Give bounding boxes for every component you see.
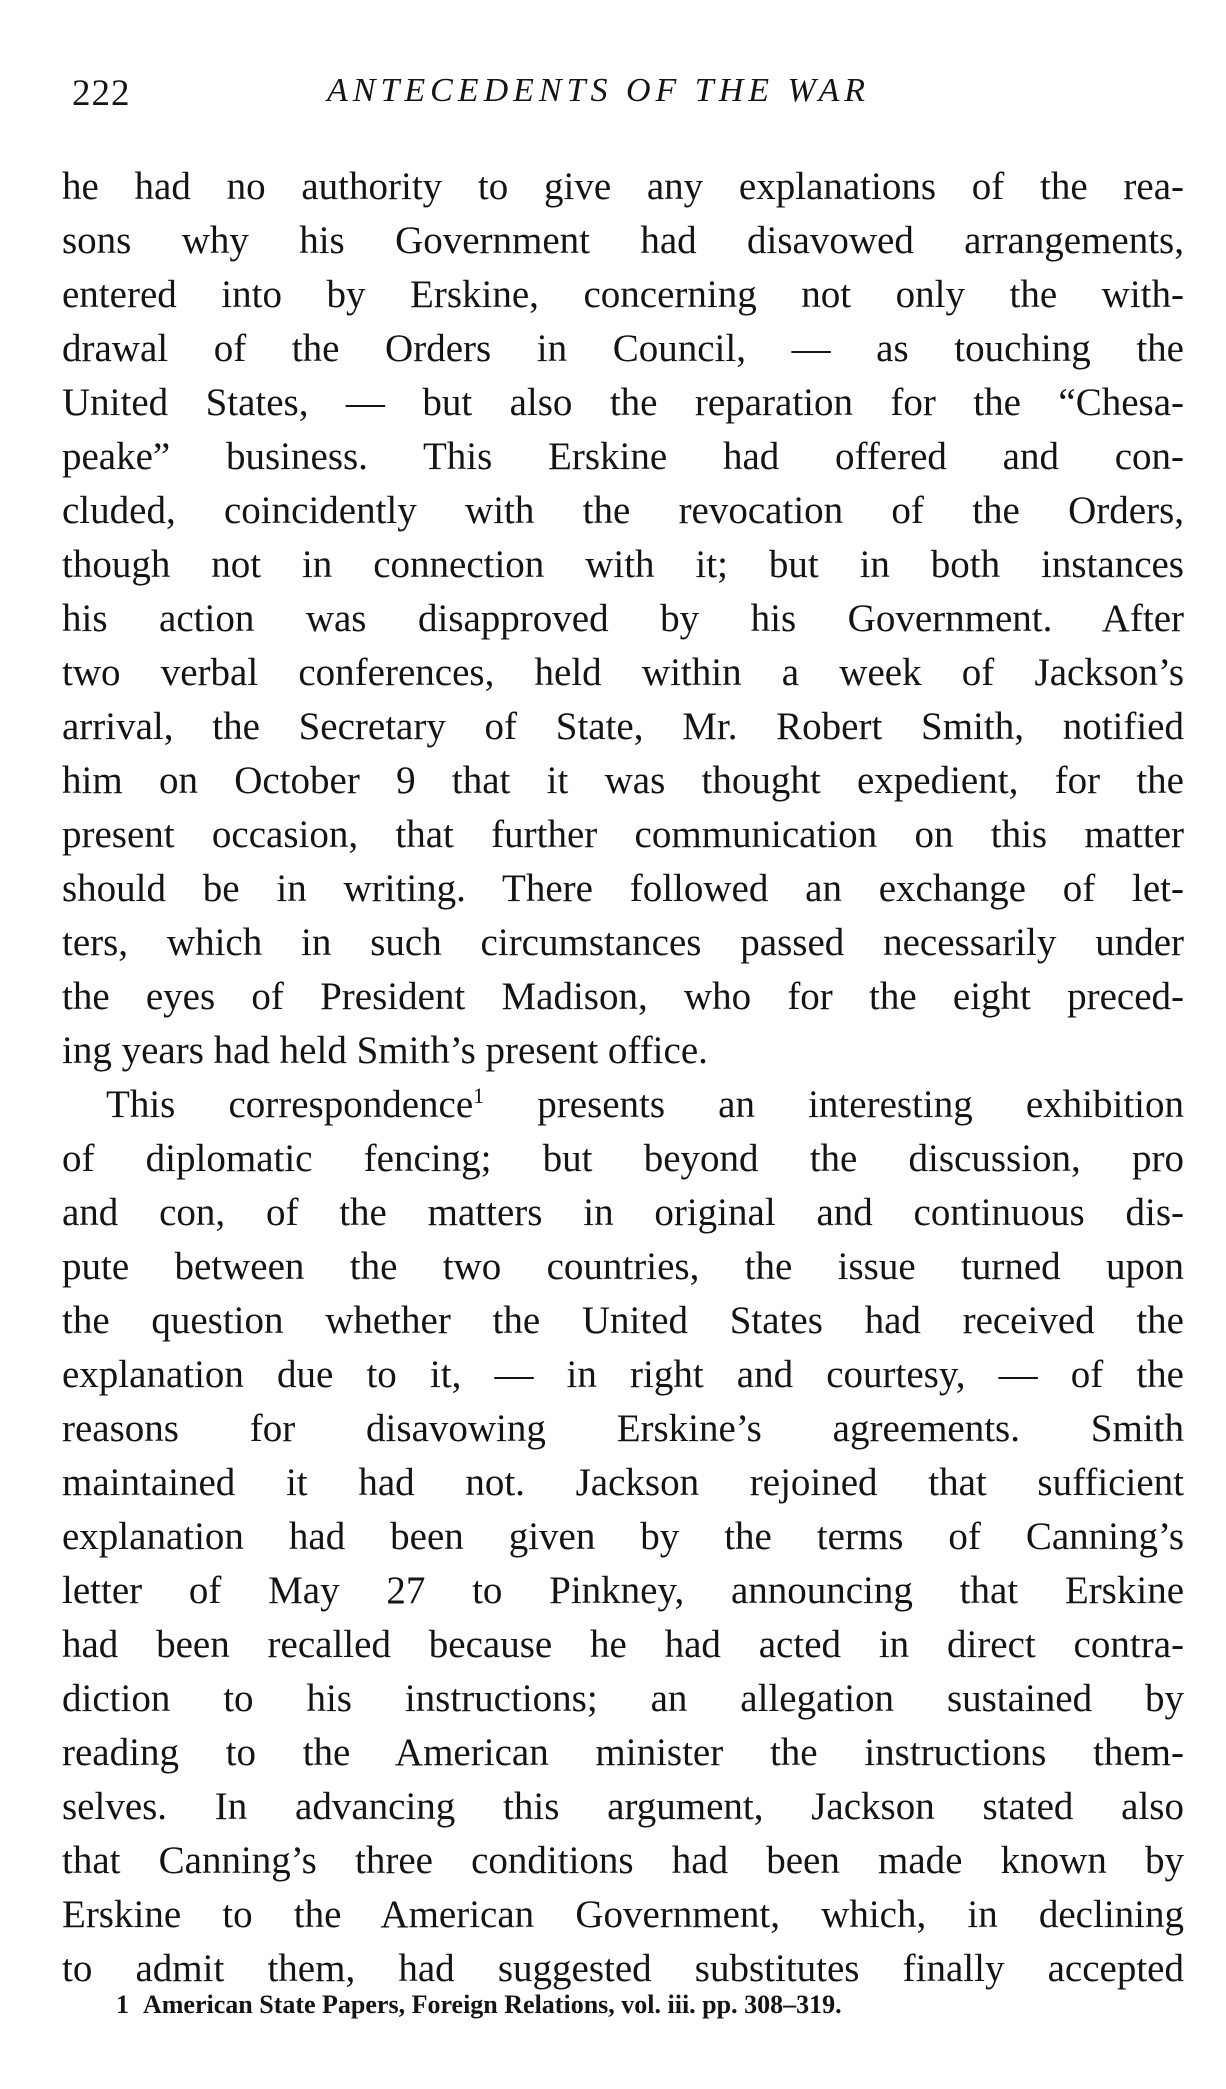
text-line: pute between the two countries, the issue turned upon <box>62 1245 1184 1288</box>
text-line: reading to the American minister the instructions them- <box>62 1731 1184 1774</box>
footnote-text: American State Papers, Foreign Relations, vol. iii. pp. 308–319. <box>143 1990 842 2019</box>
text-line: had been recalled because he had acted in direct contra- <box>62 1623 1184 1666</box>
text-line: letter of May 27 to Pinkney, announcing that Erskine <box>62 1569 1184 1612</box>
text-line: reasons for disavowing Erskine’s agreements. Smith <box>62 1407 1184 1450</box>
text-line-first <box>62 1078 1184 1132</box>
text-line: ters, which in such circumstances passed necessarily under <box>62 921 1184 964</box>
text-line: ing years had held Smith’s present office. <box>62 1029 708 1072</box>
text-line: maintained it had not. Jackson rejoined that sufficient <box>62 1461 1184 1504</box>
paragraph-1 <box>62 160 1184 1078</box>
text-line: to admit them, had suggested substitutes finally accepted <box>62 1947 1184 1990</box>
footnote <box>116 1990 842 2020</box>
first-line-rest: presents an interesting exhibition <box>484 1083 1184 1126</box>
text-line: selves. In advancing this argument, Jackson stated also <box>62 1785 1184 1828</box>
first-line-start: This correspondence <box>106 1083 474 1126</box>
running-title: ANTECEDENTS OF THE WAR <box>327 72 871 109</box>
text-line: his action was disapproved by his Government. After <box>62 597 1184 640</box>
text-line: diction to his instructions; an allegation sustained by <box>62 1677 1184 1720</box>
text-line: sons why his Government had disavowed arrangements, <box>62 219 1184 262</box>
text-line: that Canning’s three conditions had been made known by <box>62 1839 1184 1882</box>
text-line: United States, — but also the reparation for the “Chesa- <box>62 381 1184 424</box>
text-line: two verbal conferences, held within a week of Jackson’s <box>62 651 1184 694</box>
footnote-mark: 1 <box>116 1990 129 2019</box>
text-line: of diplomatic fencing; but beyond the discussion, pro <box>62 1137 1184 1180</box>
text-line: explanation had been given by the terms of Canning’s <box>62 1515 1184 1558</box>
paragraph-2 <box>62 1078 1184 1996</box>
text-line: Erskine to the American Government, which, in declining <box>62 1893 1184 1936</box>
text-line: and con, of the matters in original and continuous dis- <box>62 1191 1184 1234</box>
footnote-reference: 1 <box>473 1083 485 1108</box>
text-line: peake” business. This Erskine had offered and con- <box>62 435 1184 478</box>
text-line: arrival, the Secretary of State, Mr. Robert Smith, notified <box>62 705 1184 748</box>
text-line: he had no authority to give any explanations of the rea- <box>62 165 1184 208</box>
text-line: the question whether the United States had received the <box>62 1299 1184 1342</box>
page-number: 222 <box>72 73 131 114</box>
text-line: explanation due to it, — in right and courtesy, — of the <box>62 1353 1184 1396</box>
text-line: present occasion, that further communication on this matter <box>62 813 1184 856</box>
text-line: the eyes of President Madison, who for the eight preced- <box>62 975 1184 1018</box>
page-header <box>72 72 1182 132</box>
body-text <box>62 160 1184 1996</box>
text-line: should be in writing. There followed an exchange of let- <box>62 867 1184 910</box>
text-line: though not in connection with it; but in both instances <box>62 543 1184 586</box>
text-line: him on October 9 that it was thought expedient, for the <box>62 759 1184 802</box>
text-line: drawal of the Orders in Council, — as touching the <box>62 327 1184 370</box>
text-line: cluded, coincidently with the revocation of the Orders, <box>62 489 1184 532</box>
text-line: entered into by Erskine, concerning not only the with- <box>62 273 1184 316</box>
